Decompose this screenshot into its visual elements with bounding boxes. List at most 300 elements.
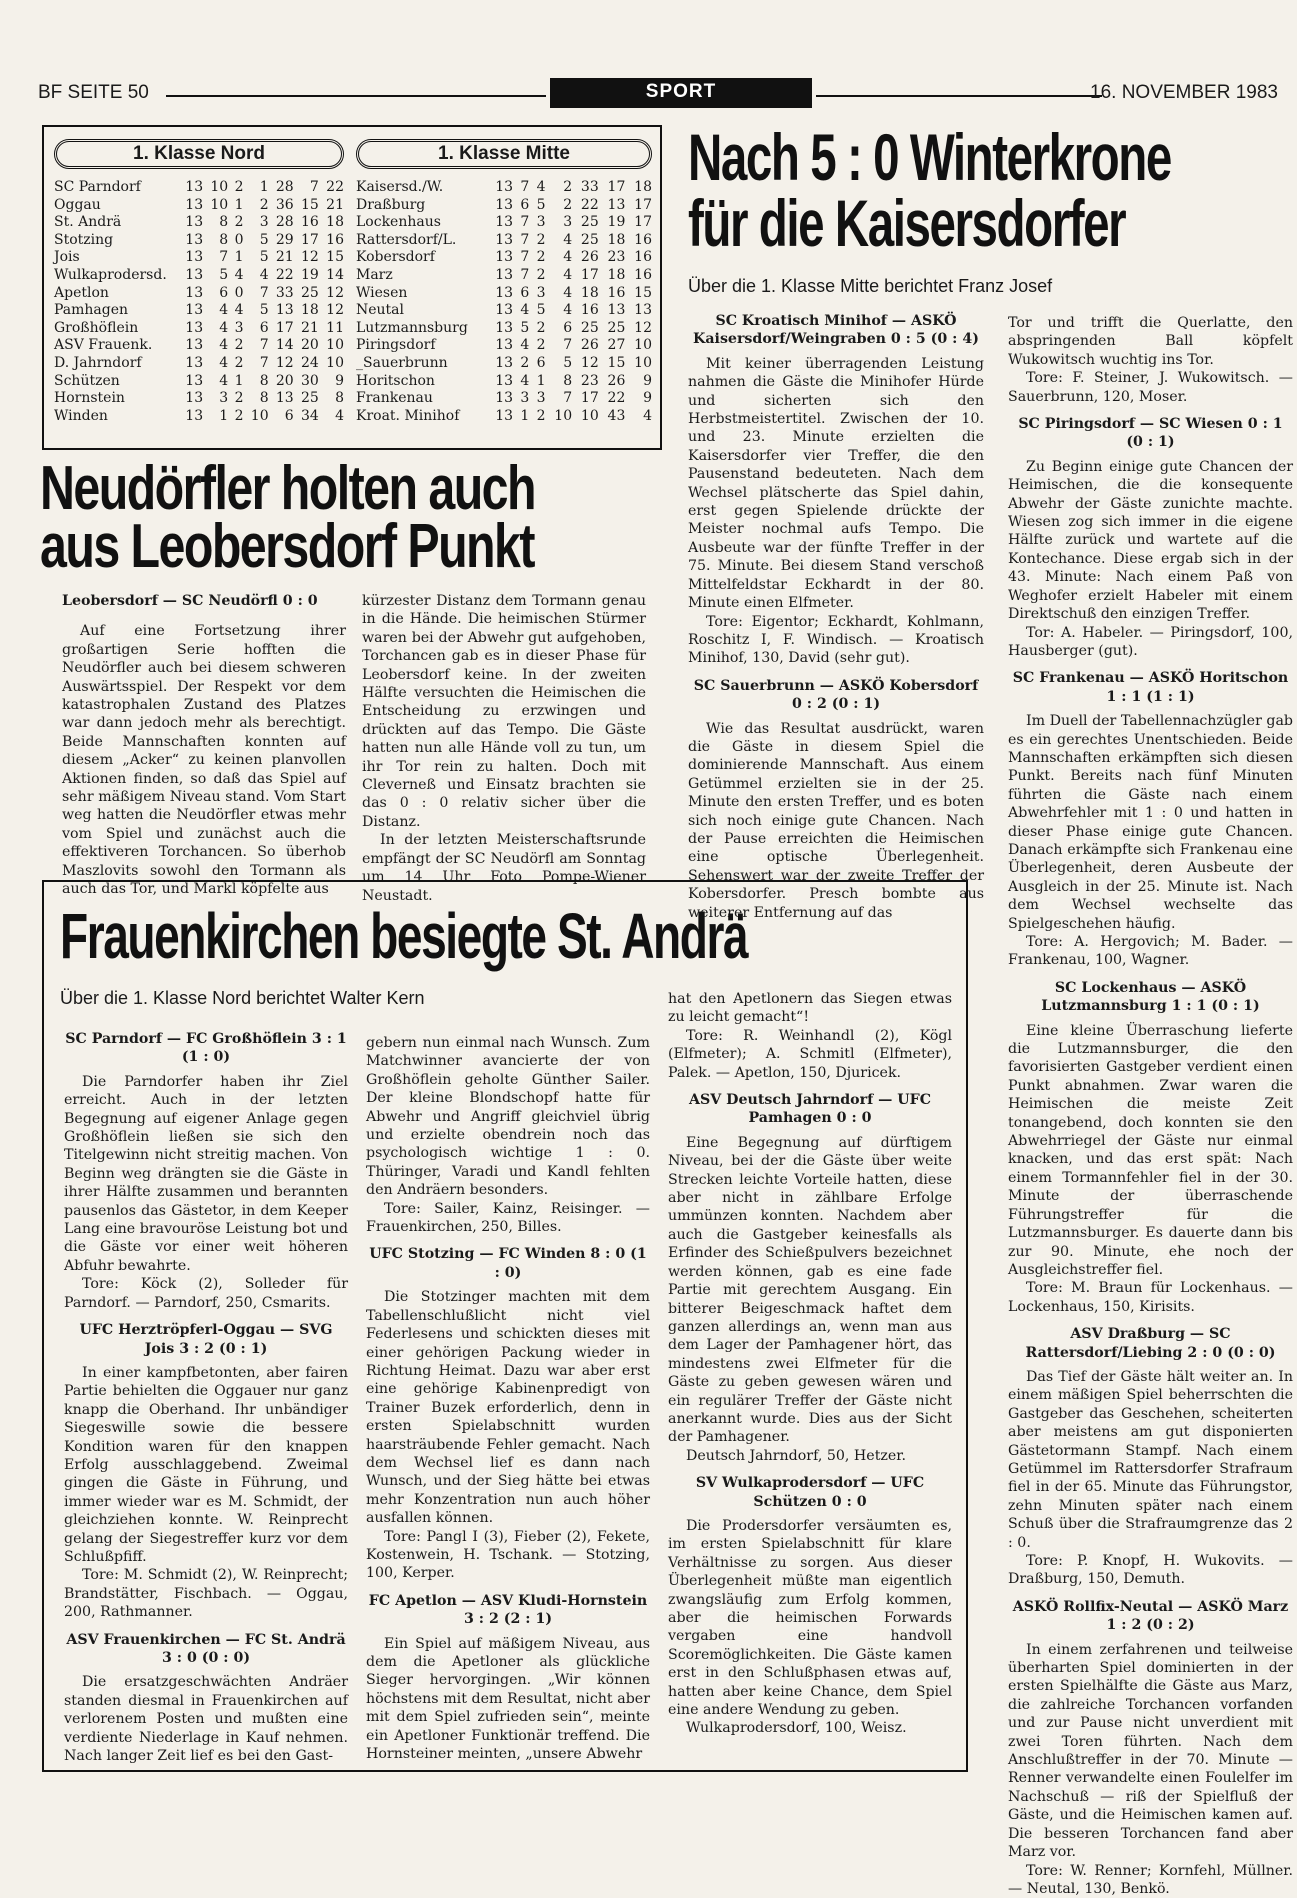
table-cell: 6: [545, 320, 572, 338]
headline-line-2: aus Leobersdorf Punkt: [40, 518, 535, 576]
table-cell: 4: [203, 373, 228, 391]
table-cell: 10: [625, 355, 652, 373]
team-name: Rattersdorf/L.: [356, 232, 486, 250]
table-cell: 15: [625, 285, 652, 303]
scorers: Tore: R. Weinhandl (2), Kögl (Elfmeter); A. Schmitl (Elfmeter), Palek. — Apetlon, 150, Djuricek.: [668, 1027, 952, 1082]
table-row: [356, 285, 652, 303]
scorers: Tor: A. Habeler. — Piringsdorf, 100, Hausberger (gut).: [1008, 624, 1293, 661]
match-report: Eine kleine Überraschung lieferte die Lutzmannsburger, die den favorisierten Gastgeber verdient einen Punkt abnahmen. Zwar waren die Heimischen die meiste Zeit tonangebend, doch konnten sie den Abwehrriegel der Gäste nur einmal knacken, und das erst spät: Nach einem Tormannfehler fiel in der 30. Minute der überraschende Führungstreffer für die Lutzmannsburger. Es dauerte dann bis zur 90. Minute, ehe noch der Ausgleichstreffer fiel.: [1008, 1022, 1293, 1280]
table-cell: 14: [269, 337, 294, 355]
scorers: Tore: P. Knopf, H. Wukovits. — Draßburg, 150, Demuth.: [1008, 1552, 1293, 1589]
section-title: SPORT: [550, 78, 812, 108]
table-cell: 13: [178, 214, 203, 232]
table-cell: 4: [319, 408, 344, 426]
match-heading: SC Kroatisch Minihof — ASKÖ Kaisersdorf/Weingraben 0 : 5 (0 : 4): [688, 312, 984, 349]
match-report: Das Tief der Gäste hält weiter an. In einem mäßigen Spiel beherrschten die Gastgeber das Geschehen, scheiterten aber meistens am gut disponierten Gästetormann Stampf. Nach einem Getümmel im Rattersdorfer Strafraum fiel in der 65. Minute das Führungstor, zehn Minuten später nach einem Schuß über die Strafraumgrenze das 2 : 0.: [1008, 1368, 1293, 1552]
table-cell: 18: [572, 285, 599, 303]
nord-col-1: [64, 1024, 348, 1764]
table-row: [356, 337, 652, 355]
table-cell: 5: [529, 197, 545, 215]
table-cell: 13: [486, 302, 513, 320]
table-cell: 12: [319, 285, 344, 303]
match-heading: UFC Stotzing — FC Winden 8 : 0 (1 : 0): [366, 1245, 650, 1282]
table-cell: 10: [244, 408, 269, 426]
table-cell: 33: [572, 179, 599, 197]
team-name: Horitschon: [356, 373, 486, 391]
table-cell: 4: [228, 267, 243, 285]
table-cell: 7: [244, 285, 269, 303]
table-cell: 8: [203, 214, 228, 232]
table-cell: 13: [486, 214, 513, 232]
team-name: Kaisersd./W.: [356, 179, 486, 197]
article-paragraph: Auf eine Fortsetzung ihrer großartigen Serie hofften die Neudörfler auch bei diesem schweren Auswärtsspiel. Der Respekt vor dem katastrophalen Zustand des Platzes war dann jedoch mehr als berechtigt. Beide Mannschaften konnten auf diesem „Acker“ zu keinen planvollen Aktionen finden, so daß das Spiel auf sehr mäßigem Niveau stand. Vom Start weg hatten die Neudörfler etwas mehr vom Spiel und zunächst auch die effektiveren Torchancen. So überhob Maszlovits sowohl den Tormann als auch das Tor, und Markl köpfelte aus: [62, 622, 346, 898]
table-cell: 1: [244, 179, 269, 197]
table-cell: 21: [294, 320, 319, 338]
table-cell: 7: [244, 355, 269, 373]
table-row: [356, 320, 652, 338]
table-cell: 19: [294, 267, 319, 285]
table-cell: 25: [572, 320, 599, 338]
table-cell: 3: [513, 390, 529, 408]
table-cell: 1: [529, 373, 545, 391]
table-row: [54, 197, 344, 215]
team-name: Winden: [54, 408, 178, 426]
table-cell: 18: [599, 267, 626, 285]
table-cell: 34: [294, 408, 319, 426]
match-heading: SC Sauerbrunn — ASKÖ Kobersdorf 0 : 2 (0 : 1): [688, 677, 984, 714]
match-heading: FC Apetlon — ASV Kludi-Hornstein 3 : 2 (2 : 1): [366, 1592, 650, 1629]
table-row: [54, 232, 344, 250]
table-cell: 13: [269, 390, 294, 408]
table-cell: 7: [545, 390, 572, 408]
match-report: gebern nun einmal nach Wunsch. Zum Matchwinner avancierte der von Großhöflein geholte Günther Sailer. Der kleine Blondschopf hatte für Abwehr und Angriff gleichviel übrig und erzielte obendrein noch das psychologisch wichtige 1 : 0. Thüringer, Varadi und Kandl fehlten den Andräern besonders.: [366, 1034, 650, 1200]
table-cell: 16: [319, 232, 344, 250]
table-cell: 2: [529, 232, 545, 250]
table-cell: 2: [228, 337, 243, 355]
match-heading: SC Piringsdorf — SC Wiesen 0 : 1 (0 : 1): [1008, 415, 1293, 452]
table-cell: 2: [513, 355, 529, 373]
table-cell: 4: [625, 408, 652, 426]
table-cell: 16: [625, 249, 652, 267]
table-cell: 25: [294, 390, 319, 408]
table-cell: 25: [294, 285, 319, 303]
table-cell: 13: [486, 408, 513, 426]
table-cell: 2: [244, 197, 269, 215]
team-name: Großhöflein: [54, 320, 178, 338]
table-cell: 2: [545, 197, 572, 215]
table-row: [54, 355, 344, 373]
table-cell: 13: [178, 232, 203, 250]
team-name: Lockenhaus: [356, 214, 486, 232]
table-cell: 13: [178, 337, 203, 355]
nord-col-3: [668, 990, 952, 1764]
table-cell: 5: [545, 355, 572, 373]
scorers: Tore: Pangl I (3), Fieber (2), Fekete, Kostenwein, H. Tschank. — Stotzing, 100, Kerper.: [366, 1528, 650, 1583]
team-name: Lutzmannsburg: [356, 320, 486, 338]
table-cell: 3: [203, 390, 228, 408]
table-row: [356, 267, 652, 285]
standings-table-nord: [54, 179, 344, 425]
table-cell: 8: [203, 232, 228, 250]
table-row: [356, 214, 652, 232]
table-cell: 4: [545, 285, 572, 303]
table-cell: 10: [203, 179, 228, 197]
table-row: [356, 302, 652, 320]
table-row: [356, 197, 652, 215]
table-cell: 8: [319, 390, 344, 408]
scorers: Tore: Eigentor; Eckhardt, Kohlmann, Roschitz I, F. Windisch. — Kroatisch Minihof, 130, David (sehr gut).: [688, 613, 984, 668]
table-cell: 22: [572, 197, 599, 215]
scorers: Tore: A. Hergovich; M. Bader. — Frankenau, 100, Wagner.: [1008, 933, 1293, 970]
table-cell: 9: [625, 390, 652, 408]
table-cell: 13: [486, 267, 513, 285]
table-cell: 10: [572, 408, 599, 426]
table-cell: 25: [572, 232, 599, 250]
match-report: Eine Begegnung auf dürftigem Niveau, bei der die Gäste über weite Strecken leichte Vorteile hatten, diese aber nicht in zählbare Erfolge ummünzen konnten. Nachdem aber auch die Gastgeber keinesfalls als Erfinder des Schießpulvers bezeichnet werden können, gab es eine fade Partie mit gerechtem Ausgang. Ein bitterer Beigeschmack haftet dem ganzen allerdings an, wenn man aus dem Lager der Pamhagener hört, das mindestens zwei Elfmeter für die Gäste zu geben gewesen wären und ein regulärer Treffer der Gäste nicht anerkannt wurde. Dies aus der Sicht der Pamhagener.: [668, 1134, 952, 1447]
table-cell: 24: [294, 355, 319, 373]
table-nord-title: 1. Klasse Nord: [54, 139, 344, 169]
table-cell: 13: [486, 355, 513, 373]
table-cell: 27: [599, 337, 626, 355]
table-cell: 13: [486, 232, 513, 250]
table-cell: 5: [244, 302, 269, 320]
match-report: Im Duell der Tabellennachzügler gab es ein gerechtes Unentschieden. Beide Mannschaften erkämpften sich diesen Punkt. Bereits nach fünf Minuten führten die Gäste nach einem Abwehrfehler mit 1 : 0 und hatten in dieser Phase einige gute Chancen. Danach erkämpfte sich Frankenau eine Überlegenheit, deren Ausbeute der Ausgleich in der 25. Minute ist. Nach dem Wechsel wechselte das Spielgeschehen häufig.: [1008, 712, 1293, 933]
table-cell: 28: [269, 214, 294, 232]
table-cell: 16: [625, 232, 652, 250]
table-cell: 8: [244, 373, 269, 391]
team-name: Frankenau: [356, 390, 486, 408]
table-cell: 6: [513, 285, 529, 303]
match-heading: SC Frankenau — ASKÖ Horitschon 1 : 1 (1 : 1): [1008, 669, 1293, 706]
table-cell: 22: [599, 390, 626, 408]
table-row: [54, 408, 344, 426]
table-cell: 3: [529, 390, 545, 408]
table-row: [356, 390, 652, 408]
team-name: D. Jahrndorf: [54, 355, 178, 373]
neudoerfl-col-2: [362, 592, 646, 905]
match-report: Ein Spiel auf mäßigem Niveau, aus dem die Apetloner als glückliche Sieger hervorgingen. „Wir können höchstens mit dem Resultat, nicht aber mit dem Spiel zufrieden sein“, meinte ein Apetloner Funktionär treffend. Die Hornsteiner meinten, „unsere Abwehr: [366, 1635, 650, 1764]
table-cell: 13: [486, 285, 513, 303]
table-cell: 10: [319, 337, 344, 355]
scorers: Tore: Köck (2), Solleder für Parndorf. — Parndorf, 250, Csmarits.: [64, 1275, 348, 1312]
table-cell: 14: [319, 267, 344, 285]
table-cell: 17: [625, 214, 652, 232]
scorers: Tore: Sailer, Kainz, Reisinger. — Frauenkirchen, 250, Billes.: [366, 1200, 650, 1237]
table-cell: 13: [178, 408, 203, 426]
table-cell: 11: [319, 320, 344, 338]
table-cell: 9: [319, 373, 344, 391]
table-mitte: [356, 139, 652, 425]
table-cell: 20: [294, 337, 319, 355]
table-row: [54, 390, 344, 408]
team-name: SC Parndorf: [54, 179, 178, 197]
table-cell: 8: [244, 390, 269, 408]
table-cell: 10: [203, 197, 228, 215]
table-cell: 2: [529, 320, 545, 338]
headline-line-1: Neudörfler holten auch: [40, 460, 535, 518]
team-name: ASV Frauenk.: [54, 337, 178, 355]
table-cell: 23: [572, 373, 599, 391]
table-cell: 25: [572, 214, 599, 232]
team-name: St. Andrä: [54, 214, 178, 232]
table-cell: 17: [572, 267, 599, 285]
headline-line-1: Nach 5 : 0 Winterkrone: [688, 124, 1171, 190]
table-cell: 18: [625, 179, 652, 197]
team-name: Apetlon: [54, 285, 178, 303]
match-report: Tor und trifft die Querlatte, den abspringenden Ball köpfelt Wukowitsch wuchtig ins Tor.: [1008, 314, 1293, 369]
table-cell: 3: [244, 214, 269, 232]
table-cell: 22: [269, 267, 294, 285]
table-cell: 30: [294, 373, 319, 391]
table-row: [54, 179, 344, 197]
table-cell: 13: [178, 320, 203, 338]
table-cell: 22: [319, 179, 344, 197]
table-mitte-title: 1. Klasse Mitte: [356, 139, 652, 169]
table-cell: 5: [203, 267, 228, 285]
team-name: Jois: [54, 249, 178, 267]
table-cell: 21: [269, 249, 294, 267]
table-cell: 6: [244, 320, 269, 338]
table-cell: 26: [599, 373, 626, 391]
table-cell: 2: [529, 267, 545, 285]
table-cell: 10: [625, 337, 652, 355]
table-cell: 43: [599, 408, 626, 426]
table-cell: 4: [203, 355, 228, 373]
table-cell: 13: [486, 337, 513, 355]
table-cell: 2: [545, 179, 572, 197]
table-cell: 23: [599, 249, 626, 267]
table-cell: 4: [513, 302, 529, 320]
table-row: [54, 214, 344, 232]
match-report: Die Prodersdorfer versäumten es, im ersten Spielabschnitt für klare Verhältnisse zu sorgen. Aus dieser Überlegenheit müßte man eigentlich zwangsläufig zum Erfolg kommen, aber die heimischen Forwards vergaben eine handvoll Scoremöglichkeiten. Die Gäste kamen erst in den Schlußphasen etwas auf, hatten aber keine Chance, dem Spiel eine andere Wendung zu geben.: [668, 1517, 952, 1719]
table-cell: 15: [599, 355, 626, 373]
match-report: Zu Beginn einige gute Chancen der Heimischen, die die konsequente Abwehr der Gäste zunichte machte. Wiesen zog sich immer in die eigene Hälfte zurück und wartete auf die Kontechance. Diese ergab sich in der 43. Minute: Nach einem Paß von Weghofer erzielt Habeler mit einem Direktschuß den einzigen Treffer.: [1008, 458, 1293, 624]
table-cell: 7: [294, 179, 319, 197]
table-cell: 19: [599, 214, 626, 232]
table-cell: 16: [572, 302, 599, 320]
table-cell: 7: [513, 179, 529, 197]
team-name: Kobersdorf: [356, 249, 486, 267]
table-cell: 13: [486, 249, 513, 267]
table-cell: 5: [244, 232, 269, 250]
table-cell: 2: [228, 390, 243, 408]
table-cell: 17: [625, 197, 652, 215]
table-cell: 33: [269, 285, 294, 303]
scorers: Wulkaprodersdorf, 100, Weisz.: [668, 1719, 952, 1737]
team-name: Oggau: [54, 197, 178, 215]
table-cell: 13: [486, 373, 513, 391]
headline-line-2: für die Kaisersdorfer: [688, 190, 1171, 256]
table-cell: 13: [486, 320, 513, 338]
match-report: Die ersatzgeschwächten Andräer standen diesmal in Frauenkirchen auf verlorenem Posten und mußten eine verdiente Niederlage in Kauf nehmen. Nach langer Zeit lief es bei den Gast-: [64, 1673, 348, 1765]
table-cell: 0: [228, 285, 243, 303]
team-name: Wulkaprodersd.: [54, 267, 178, 285]
neudoerfl-col-1: [62, 592, 346, 899]
header-rule-left: [166, 95, 546, 97]
table-cell: 13: [178, 285, 203, 303]
table-cell: 13: [486, 179, 513, 197]
table-cell: 4: [513, 337, 529, 355]
table-cell: 13: [625, 302, 652, 320]
table-cell: 7: [545, 337, 572, 355]
table-cell: 13: [178, 355, 203, 373]
table-cell: 9: [625, 373, 652, 391]
scorers: Tore: M. Schmidt (2), W. Reinprecht; Brandstätter, Fischbach. — Oggau, 200, Rathmanner.: [64, 1566, 348, 1621]
table-cell: 2: [529, 337, 545, 355]
nord-subline: Über die 1. Klasse Nord berichtet Walter Kern: [60, 988, 425, 1009]
scorers: Deutsch Jahrndorf, 50, Hetzer.: [668, 1447, 952, 1465]
match-heading: ASV Draßburg — SC Rattersdorf/Liebing 2 : 0 (0 : 0): [1008, 1325, 1293, 1362]
team-name: Neutal: [356, 302, 486, 320]
match-heading: ASV Deutsch Jahrndorf — UFC Pamhagen 0 : 0: [668, 1091, 952, 1128]
table-row: [356, 355, 652, 373]
table-cell: 26: [572, 249, 599, 267]
table-cell: 2: [228, 355, 243, 373]
match-report: In einer kampfbetonten, aber fairen Partie behielten die Oggauer nur ganz knapp die Oberhand. Ihr unbändiger Siegeswille sowie die bessere Kondition waren für den knappen Erfolg ausschlaggebend. Zweimal gingen die Gäste in Führung, und immer wieder war es M. Schmidt, der gleichziehen konnte. W. Reinprecht gelang der Siegestreffer kurz vor dem Schlußpfiff.: [64, 1364, 348, 1566]
standings-table-mitte: [356, 179, 652, 425]
table-row: [356, 373, 652, 391]
table-cell: 6: [269, 408, 294, 426]
match-heading: SC Parndorf — FC Großhöflein 3 : 1 (1 : 0): [64, 1030, 348, 1067]
table-cell: 13: [269, 302, 294, 320]
table-cell: 13: [486, 197, 513, 215]
table-row: [356, 232, 652, 250]
table-cell: 5: [529, 302, 545, 320]
table-cell: 10: [319, 355, 344, 373]
nord-headline: Frauenkirchen besiegte St. Andrä: [60, 904, 747, 968]
table-cell: 4: [203, 320, 228, 338]
table-row: [54, 267, 344, 285]
header-rule-right: [816, 95, 1102, 97]
table-cell: 7: [513, 232, 529, 250]
table-cell: 13: [178, 267, 203, 285]
table-cell: 3: [529, 285, 545, 303]
article-paragraph: In der letzten Meisterschaftsrunde empfängt der SC Neudörfl am Sonntag um 14 Uhr Foto Pompe-Wiener Neustadt.: [362, 831, 646, 905]
table-cell: 13: [178, 302, 203, 320]
table-cell: 17: [572, 390, 599, 408]
table-cell: 28: [269, 179, 294, 197]
table-cell: 4: [545, 267, 572, 285]
table-cell: 2: [529, 249, 545, 267]
scorers: Tore: M. Braun für Lockenhaus. — Lockenhaus, 150, Kirisits.: [1008, 1279, 1293, 1316]
table-cell: 15: [294, 197, 319, 215]
team-name: Draßburg: [356, 197, 486, 215]
table-cell: 6: [203, 285, 228, 303]
table-cell: 2: [529, 408, 545, 426]
mitte-col-1: [688, 303, 984, 881]
table-cell: 17: [599, 179, 626, 197]
table-cell: 8: [545, 373, 572, 391]
table-cell: 2: [228, 214, 243, 232]
mitte-col-2: [1008, 314, 1293, 1772]
table-cell: 1: [513, 408, 529, 426]
table-cell: 13: [599, 197, 626, 215]
table-row: [54, 320, 344, 338]
table-cell: 7: [203, 249, 228, 267]
table-cell: 4: [529, 179, 545, 197]
team-name: Piringsdorf: [356, 337, 486, 355]
match-report: Die Stotzinger machten mit dem Tabellenschlußlicht nicht viel Federlesens und schickten dieses mit einer gehörigen Packung wieder in Richtung Heimat. Dazu war aber erst eine gehörige Kabinenpredigt von Trainer Buzek erforderlich, denn in ersten Spielabschnitt wurden haarsträubende Fehler gemacht. Nach dem Wechsel lief es dann nach Wunsch, und der Sieg hätte bei etwas mehr Konzentration nun auch höher ausfallen können.: [366, 1288, 650, 1527]
table-cell: 4: [545, 249, 572, 267]
team-name: Marz: [356, 267, 486, 285]
match-report: In einem zerfahrenen und teilweise überharten Spiel dominierten in der ersten Spielhälfte die Gäste aus Marz, die zahlreiche Torchancen vorfanden und zur Pause nicht unverdient mit zwei Toren führten. Nach dem Anschlußtreffer in der 70. Minute — Renner verwandelte einen Foulelfer im Nachschuß — riß der Spielfluß der Gäste, und die Heimischen kamen auf. Die besseren Torchancen fand aber Marz vor.: [1008, 1641, 1293, 1862]
table-row: [54, 302, 344, 320]
table-cell: 36: [269, 197, 294, 215]
table-cell: 3: [545, 214, 572, 232]
mitte-headline: [688, 124, 1171, 256]
table-cell: 18: [319, 214, 344, 232]
table-cell: 2: [228, 408, 243, 426]
match-report: hat den Apetlonern das Siegen etwas zu leicht gemacht“!: [668, 990, 952, 1027]
table-cell: 5: [244, 249, 269, 267]
mitte-subline: Über die 1. Klasse Mitte berichtet Franz Josef: [688, 276, 1052, 297]
team-name: Schützen: [54, 373, 178, 391]
table-cell: 13: [486, 390, 513, 408]
table-cell: 13: [178, 197, 203, 215]
table-cell: 3: [228, 320, 243, 338]
issue-date: 16. NOVEMBER 1983: [1090, 82, 1278, 104]
table-row: [54, 285, 344, 303]
table-cell: 29: [269, 232, 294, 250]
table-row: [54, 373, 344, 391]
scorers: Tore: F. Steiner, J. Wukowitsch. — Sauerbrunn, 120, Moser.: [1008, 369, 1293, 406]
table-cell: 13: [599, 302, 626, 320]
table-cell: 7: [244, 337, 269, 355]
table-cell: 10: [545, 408, 572, 426]
table-cell: 7: [513, 214, 529, 232]
table-cell: 4: [545, 302, 572, 320]
table-cell: 7: [513, 249, 529, 267]
match-heading: ASKÖ Rollfix-Neutal — ASKÖ Marz 1 : 2 (0 : 2): [1008, 1598, 1293, 1635]
table-cell: 17: [294, 232, 319, 250]
table-cell: 13: [178, 373, 203, 391]
table-cell: 26: [572, 337, 599, 355]
page-number: BF SEITE 50: [38, 82, 149, 104]
table-cell: 2: [228, 179, 243, 197]
table-cell: 1: [228, 373, 243, 391]
table-row: [54, 249, 344, 267]
table-cell: 12: [319, 302, 344, 320]
table-cell: 0: [228, 232, 243, 250]
table-cell: 4: [244, 267, 269, 285]
table-cell: 18: [599, 232, 626, 250]
table-cell: 5: [513, 320, 529, 338]
table-cell: 12: [269, 355, 294, 373]
team-name: Stotzing: [54, 232, 178, 250]
table-cell: 3: [529, 214, 545, 232]
table-cell: 15: [319, 249, 344, 267]
table-cell: 13: [178, 249, 203, 267]
page-header: [38, 78, 1278, 112]
match-heading: SV Wulkaprodersdorf — UFC Schützen 0 : 0: [668, 1474, 952, 1511]
table-cell: 7: [513, 267, 529, 285]
table-row: [54, 337, 344, 355]
match-report: Wie das Resultat ausdrückt, waren die Gäste in diesem Spiel die dominierende Mannschaft. Aus einem Getümmel erzielten sie in der 25. Minute den ersten Treffer, und es boten sich noch einige gute Chancen. Nach der Pause erreichten die Heimischen eine optische Überlegenheit. Sehenswert war der zweite Treffer der Kobersdorfer. Presch bombte aus weiterer Entfernung auf das: [688, 720, 984, 922]
table-cell: 20: [269, 373, 294, 391]
table-cell: 16: [599, 285, 626, 303]
league-tables-box: [42, 125, 662, 450]
team-name: Kroat. Minihof: [356, 408, 486, 426]
match-heading: ASV Frauenkirchen — FC St. Andrä 3 : 0 (0 : 0): [64, 1631, 348, 1668]
table-cell: 4: [545, 232, 572, 250]
table-cell: 16: [294, 214, 319, 232]
scorers: Tore: W. Renner; Kornfehl, Müllner. — Neutal, 130, Benkö.: [1008, 1862, 1293, 1898]
table-cell: 6: [529, 355, 545, 373]
team-name: _Sauerbrunn: [356, 355, 486, 373]
match-heading: SC Lockenhaus — ASKÖ Lutzmannsburg 1 : 1 (0 : 1): [1008, 979, 1293, 1016]
table-cell: 13: [178, 390, 203, 408]
table-cell: 16: [625, 267, 652, 285]
